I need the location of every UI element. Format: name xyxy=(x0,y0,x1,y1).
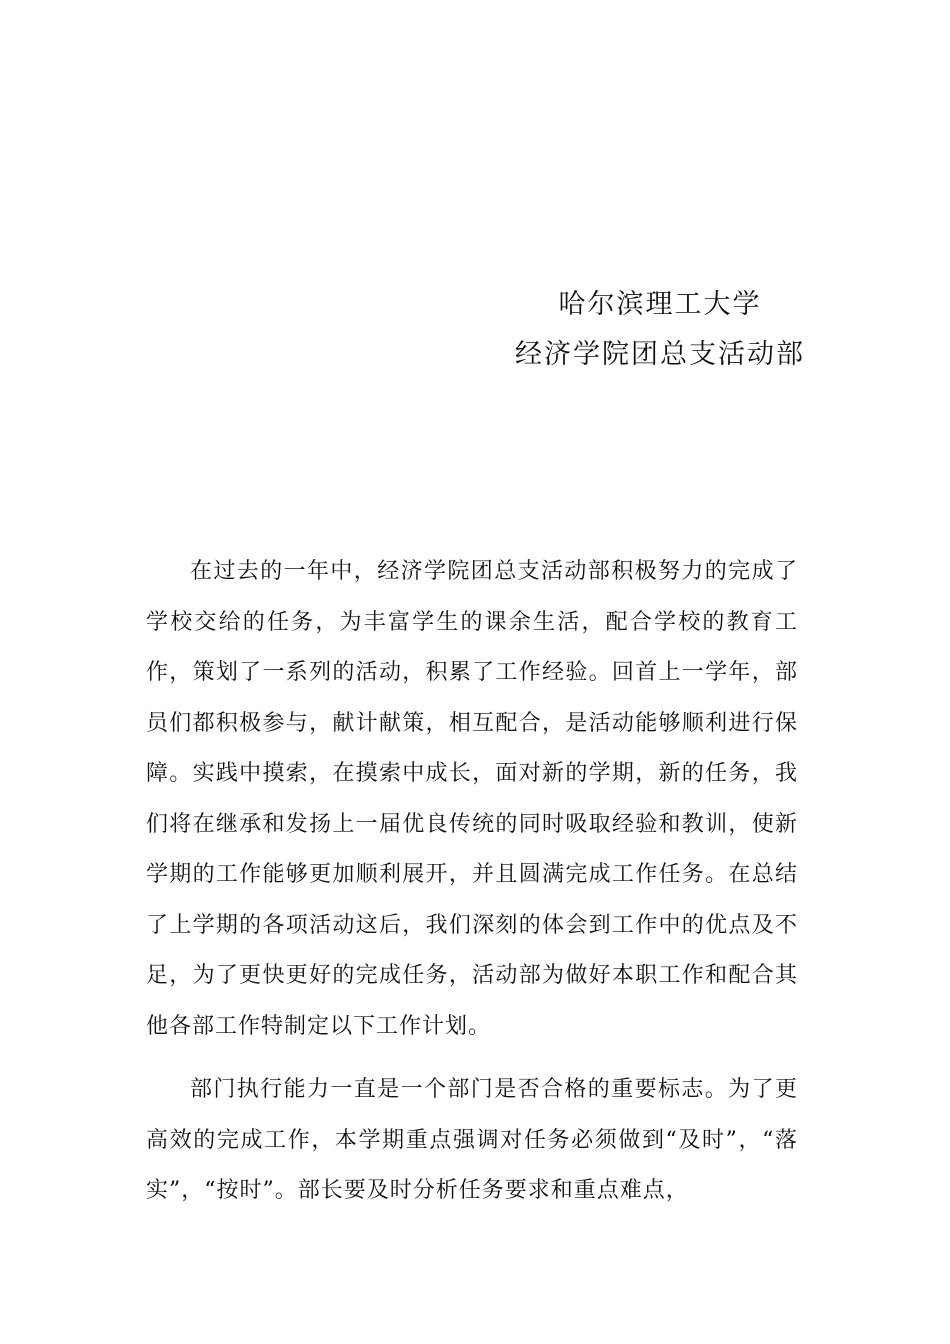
paragraph-execution: 部门执行能力一直是一个部门是否合格的重要标志。为了更高效的完成工作，本学期重点强调对任务必须做到“及时”，“落实”，“按时”。部长要及时分析任务要求和重点难点， xyxy=(146,1077,798,1203)
paragraph-intro: 在过去的一年中，经济学院团总支活动部积极努力的完成了学校交给的任务，为丰富学生的课余生活，配合学校的教育工作，策划了一系列的活动，积累了工作经验。回首上一学年，部员们都积极参与，献计献策，相互配合，是活动能够顺利进行保障。实践中摸索，在摸索中成长，面对新的学期，新的任务，我们将在继承和发扬上一届优良传统的同时吸取经验和教训，使新学期的工作能够更加顺利展开，并且圆满完成工作任务。在总结了上学期的各项活动这后，我们深刻的体会到工作中的优点及不足，为了更快更好的完成任务，活动部为做好本职工作和配合其他各部工作特制定以下工作计划。 xyxy=(146,559,798,1039)
document-body xyxy=(146,547,798,1217)
department-name: 经济学院团总支活动部 xyxy=(515,339,805,370)
university-name: 哈尔滨理工大学 xyxy=(558,289,762,320)
organization-header xyxy=(515,280,805,380)
